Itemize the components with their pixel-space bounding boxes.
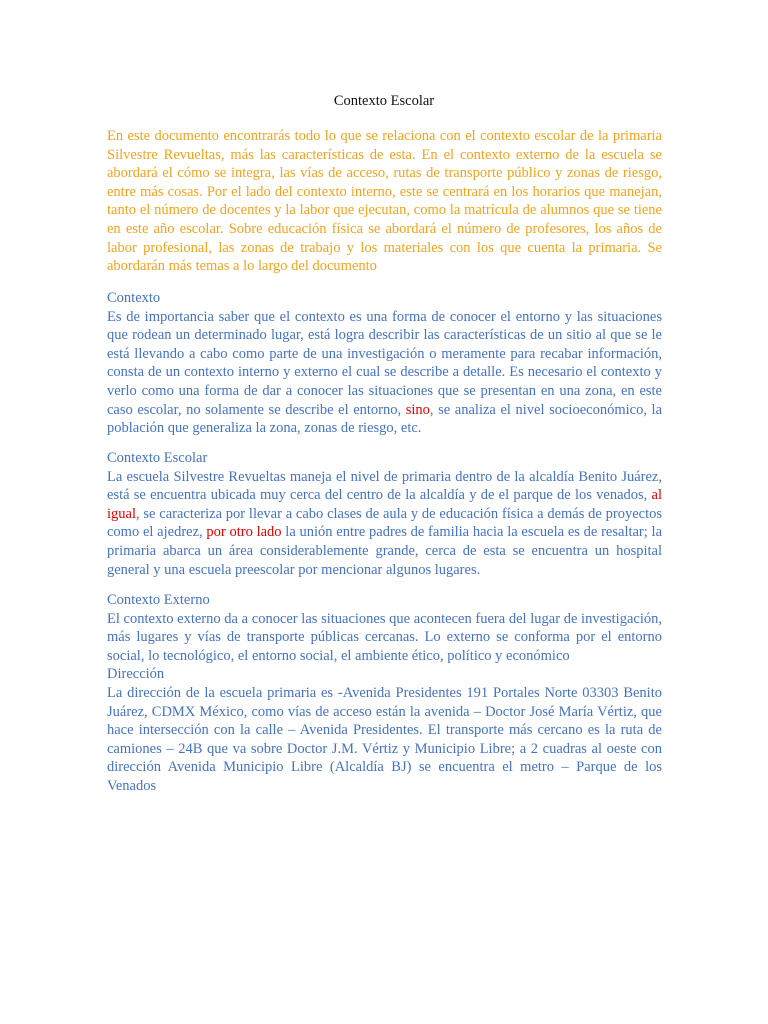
body-text: , se analiza el nivel socioeconómico, la población que generaliza la zona, zonas de riesgo, etc. bbox=[107, 401, 663, 437]
section-body-contexto bbox=[107, 308, 662, 438]
section-body-contexto-escolar bbox=[107, 468, 662, 580]
section-heading-contexto-externo: Contexto Externo bbox=[107, 592, 210, 608]
highlight-al-igual: al igual bbox=[107, 487, 662, 522]
section-body-contexto-externo: El contexto externo da a conocer las situaciones que acontecen fuera del lugar de investigación, más lugares y vías de transporte públicas cercanas. Lo externo se conforma por el entorno social, lo tecnológico, el entorno social, el ambiente ético, político y económico bbox=[107, 610, 662, 664]
highlight-sino: sino bbox=[405, 401, 430, 418]
highlight-por-otro-lado: por otro lado bbox=[206, 524, 282, 541]
section-contexto-externo bbox=[107, 591, 662, 796]
section-heading-contexto-escolar: Contexto Escolar bbox=[107, 450, 208, 466]
body-text: Es de importancia saber que el contexto es una forma de conocer el entorno y las situaciones que rodean un determinado lugar, está logra describir las características de un sitio al que se le está llevando a cabo como parte de una investigación o meramente para recabar información, consta de un contexto interno y externo el cual se describe a detalle. Es necesario el contexto y verlo como una forma de dar a conocer las situaciones que se presentan en una zona, en este caso escolar, no solamente se describe el entorno, bbox=[107, 308, 662, 418]
section-contexto-escolar bbox=[107, 449, 662, 579]
section-heading-contexto: Contexto bbox=[107, 290, 161, 306]
section-heading-direccion: Dirección bbox=[107, 666, 165, 683]
section-contexto bbox=[107, 289, 662, 438]
body-text: la unión entre padres de familia hacia la escuela es de resaltar; la primaria abarca un área considerablemente grande, cerca de esta se encuentra un hospital general y una escuela preescolar por mencionar algunos lugares. bbox=[107, 524, 663, 578]
body-text: La escuela Silvestre Revueltas maneja el nivel de primaria dentro de la alcaldía Benito Juárez, está se encuentra ubicada muy cerca del centro de la alcaldía y de el parque de los venados, bbox=[107, 468, 662, 504]
body-text: , se caracteriza por llevar a cabo clases de aula y de educación física a demás de proyectos como el ajedrez, bbox=[107, 505, 662, 541]
document-title: Contexto Escolar bbox=[333, 93, 435, 109]
section-body-direccion: La dirección de la escuela primaria es -Avenida Presidentes 191 Portales Norte 03303 Benito Juárez, CDMX México, como vías de acceso están la avenida – Doctor José María Vértiz, que hace intersección con la calle – Avenida Presidentes. El transporte más cercano es la ruta de camiones – 24B que va sobre Doctor J.M. Vértiz y Municipio Libre; a 2 cuadras al oeste con dirección Avenida Municipio Libre (Alcaldía BJ) se encuentra el metro – Parque de los Venados bbox=[107, 684, 662, 794]
intro-paragraph: En este documento encontrarás todo lo que se relaciona con el contexto escolar de la primaria Silvestre Revueltas, más las características de esta. En el contexto externo de la escuela se abordará el cómo se integra, las vías de acceso, rutas de transporte público y zonas de riesgo, entre más cosas. Por el lado del contexto interno, este se centrará en los horarios que manejan, tanto el número de docentes y la labor que ejecutan, como la matrícula de alumnos que se tiene en este año escolar. Sobre educación física se abordará el número de profesores, los años de labor profesional, las zonas de trabajo y los materiales con los que cuenta la primaria. Se abordarán más temas a lo largo del documento bbox=[107, 128, 662, 275]
